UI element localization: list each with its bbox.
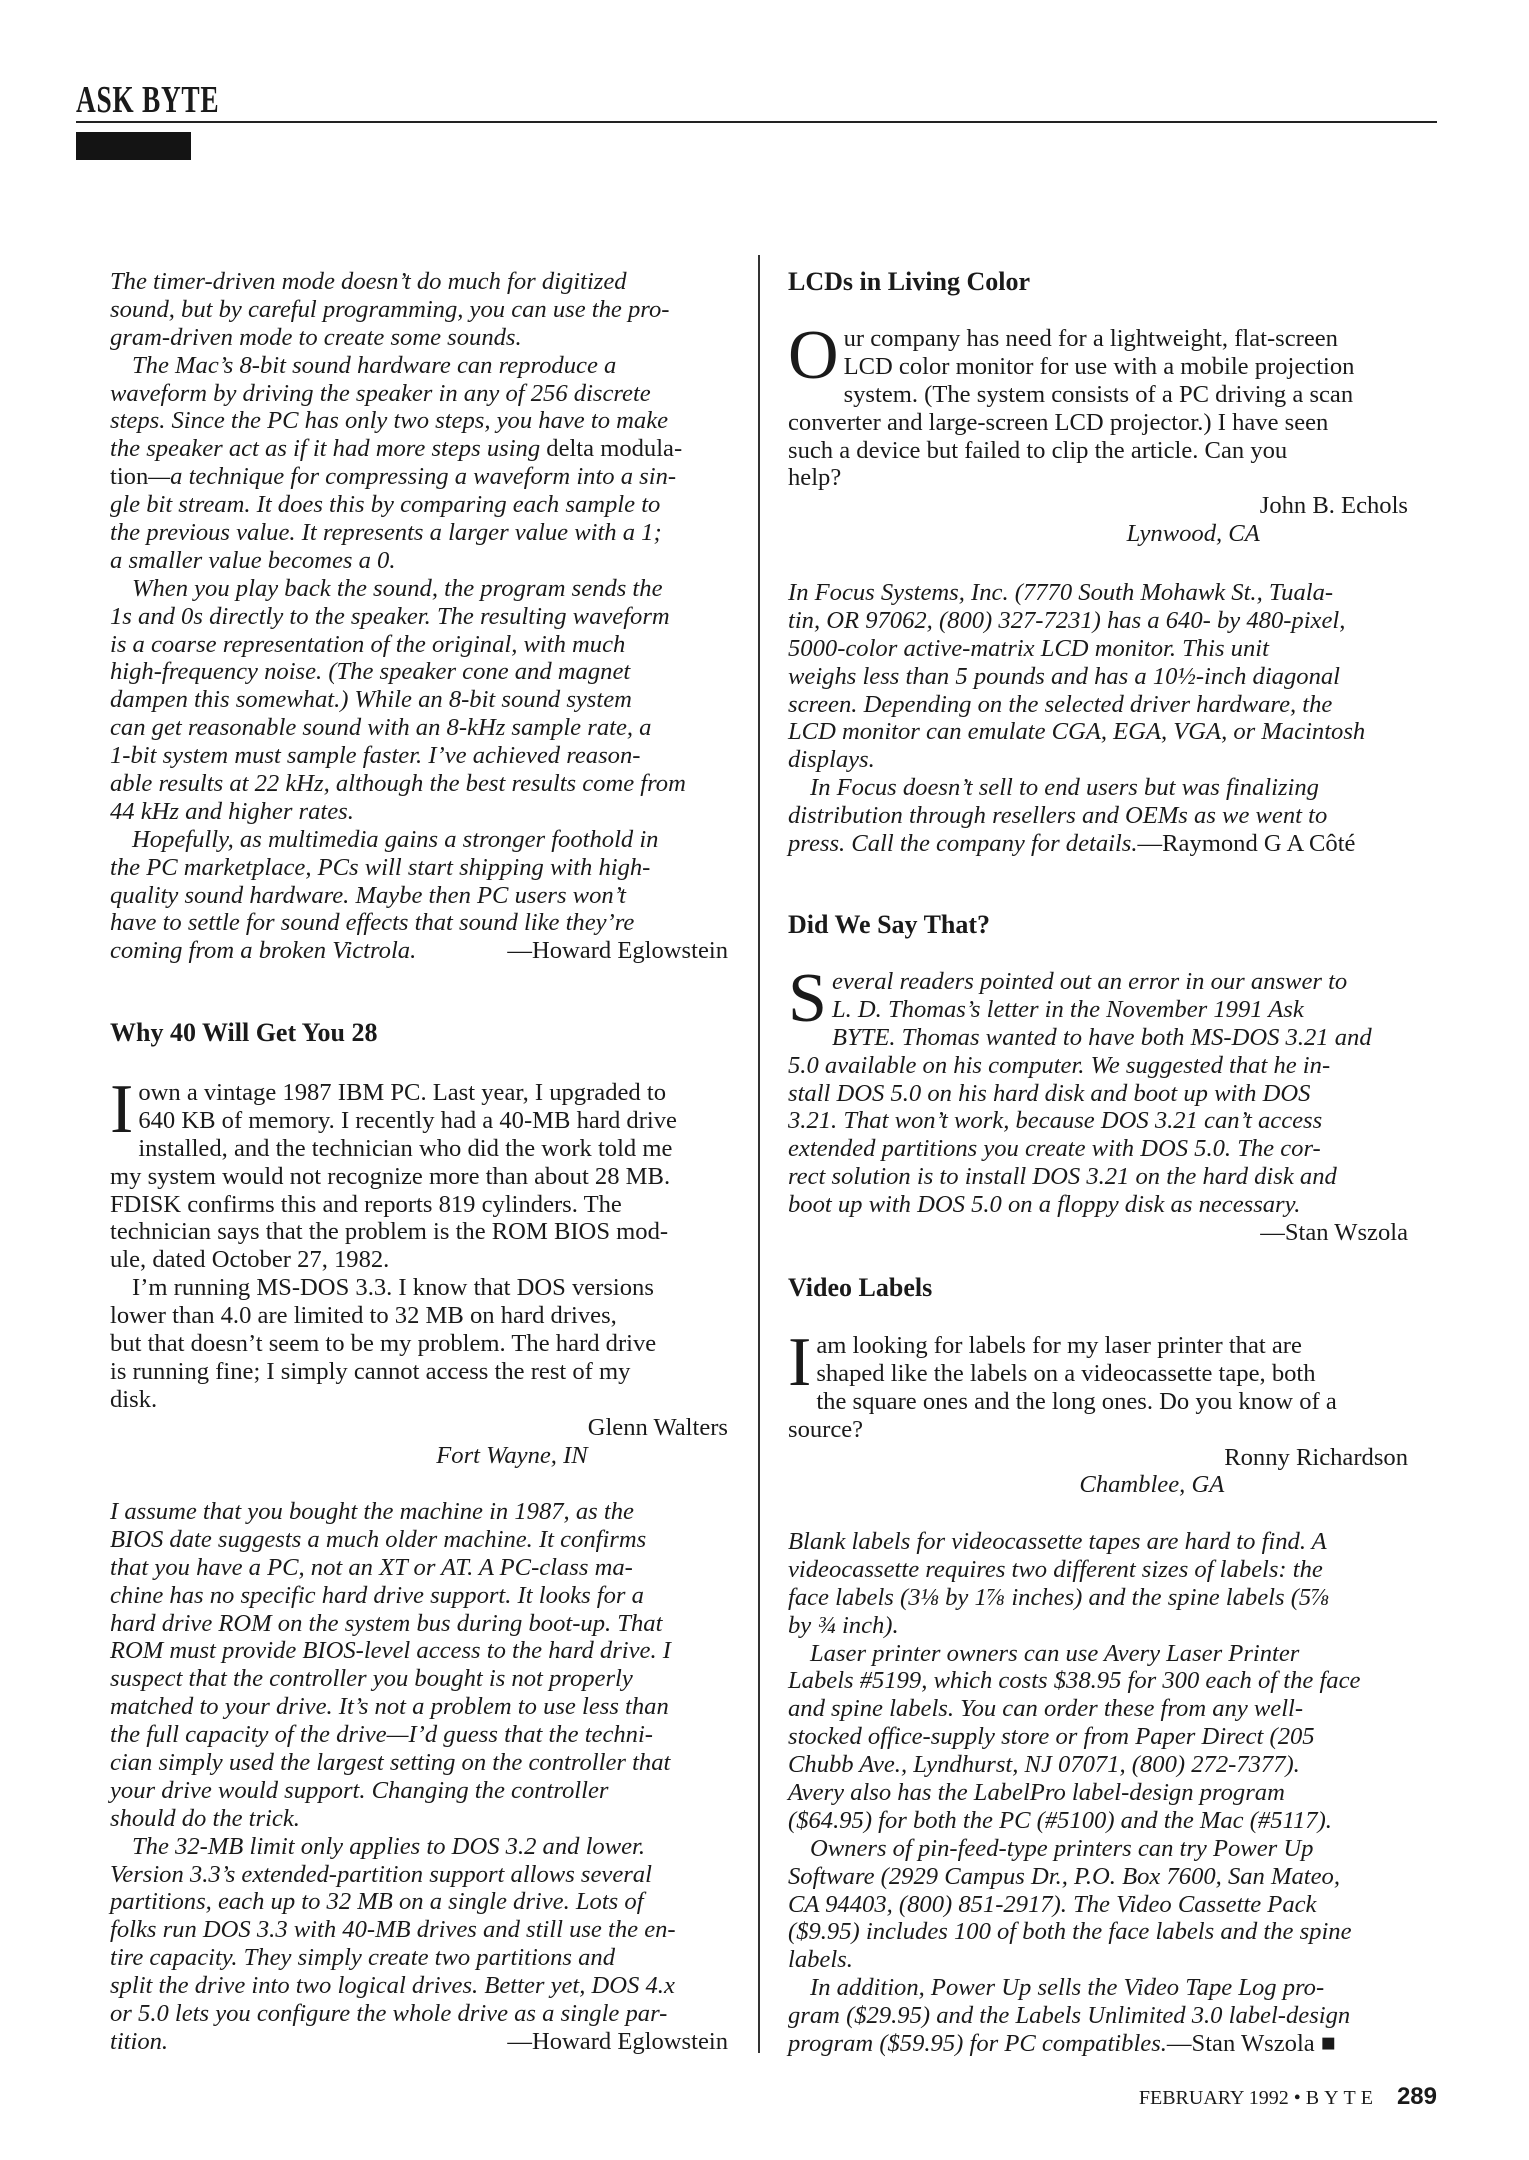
text-line <box>788 1723 1408 1751</box>
line-text: BYTE. Thomas wanted to have both MS-DOS 3.21 and <box>831 1023 1372 1051</box>
line-text: split the drive into two logical drives. Better yet, DOS 4.x <box>110 1972 675 2000</box>
line-text: the previous value. It represents a larger value with a 1; <box>110 519 662 547</box>
line-text: dampen this somewhat.) While an 8-bit sound system <box>110 686 632 714</box>
text-line <box>110 742 728 770</box>
line-text: tin, OR 97062, (800) 327-7231) has a 640- by 480-pixel, <box>788 606 1346 634</box>
video-labels-answer <box>788 1528 1408 2058</box>
column-divider <box>758 255 760 2053</box>
text-line <box>110 1358 728 1386</box>
drop-cap: I <box>788 1324 812 1401</box>
line-text: L. D. Thomas’s letter in the November 1991 Ask <box>831 995 1304 1023</box>
text-line <box>110 1442 728 1470</box>
text-line <box>788 718 1408 746</box>
line-text: converter and large-screen LCD projector.) I have seen <box>788 408 1329 436</box>
line-text: screen. Depending on the selected driver hardware, the <box>788 690 1333 718</box>
text-line <box>788 2002 1408 2030</box>
line-text: displays. <box>788 746 875 774</box>
line-text: such a device but failed to clip the article. Can you <box>788 436 1288 464</box>
line-text: the PC marketplace, PCs will start shipping with high- <box>110 853 651 881</box>
text-line <box>110 1414 728 1442</box>
line-text: coming from a broken Victrola. <box>110 937 417 965</box>
text-line <box>110 268 728 296</box>
text-line <box>788 996 1408 1024</box>
text-line <box>110 380 728 408</box>
line-text: source? <box>788 1415 864 1443</box>
line-text: everal readers pointed out an error in our answer to <box>831 968 1348 995</box>
line-text: high-frequency noise. (The speaker cone and magnet <box>110 658 631 686</box>
line-text: BIOS date suggests a much older machine. It confirms <box>110 1525 647 1553</box>
line-text: is a coarse representation of the original, with much <box>110 630 626 658</box>
text-line <box>788 802 1408 830</box>
did-we-say-body <box>788 960 1408 1247</box>
signature: Ronny Richardson <box>1224 1443 1408 1471</box>
text-line <box>110 1191 728 1219</box>
line-text: stocked office-supply store or from Paper Direct (205 <box>788 1723 1315 1751</box>
text-line <box>110 1386 728 1414</box>
text-line <box>110 1135 728 1163</box>
text-line <box>110 519 728 547</box>
line-text: steps. Since the PC has only two steps, you have to make <box>110 407 669 435</box>
line-text: 1-bit system must sample faster. I’ve achieved reason- <box>110 742 641 770</box>
text-line <box>110 1944 728 1972</box>
text-line <box>110 435 728 463</box>
line-text: should do the trick. <box>110 1804 300 1832</box>
line-text: help? <box>788 464 842 492</box>
text-line <box>110 1805 728 1833</box>
line-text: 1s and 0s directly to the speaker. The resulting waveform <box>110 602 670 630</box>
line-text: —a technique for compressing a waveform into a sin- <box>148 463 677 491</box>
text-line <box>788 409 1408 437</box>
text-line <box>110 1916 728 1944</box>
line-text: ROM must provide BIOS-level access to the hard drive. I <box>110 1637 671 1665</box>
line-text: installed, and the technician who did the work told me <box>138 1134 673 1162</box>
line-text: 44 kHz and higher rates. <box>110 797 354 825</box>
line-text: matched to your drive. It’s not a problem to use less than <box>110 1693 669 1721</box>
article-heading-why40: Why 40 Will Get You 28 <box>110 1018 378 1047</box>
line-text: gram ($29.95) and the Labels Unlimited 3.0 label-design <box>788 2002 1351 2030</box>
text-line <box>788 830 1408 858</box>
line-text: videocassette requires two different sizes of labels: the <box>788 1555 1323 1583</box>
text-line <box>110 491 728 519</box>
line-text: program ($59.95) for PC compatibles. <box>788 2030 1167 2058</box>
lcds-letter <box>788 317 1408 548</box>
signature: Lynwood, CA <box>1126 520 1260 548</box>
text-line <box>788 1807 1408 1835</box>
line-text: own a vintage 1987 IBM PC. Last year, I upgraded to <box>138 1079 666 1106</box>
footer-issue: FEBRUARY 1992 <box>1138 2087 1289 2109</box>
line-text: tition. <box>110 2027 169 2055</box>
lcds-answer <box>788 579 1408 858</box>
line-text: or 5.0 lets you configure the whole drive as a single par- <box>110 2000 668 2028</box>
line-text: The timer-driven mode doesn’t do much for digitized <box>110 268 627 295</box>
line-text: my system would not recognize more than about 28 MB. <box>110 1162 671 1190</box>
line-text: cian simply used the largest setting on the controller that <box>110 1749 671 1777</box>
line-text: The Mac’s 8-bit sound hardware can reproduce a <box>132 351 617 379</box>
text-line <box>788 1974 1408 2002</box>
why40-answer <box>110 1498 728 2056</box>
text-line <box>788 1779 1408 1807</box>
text-line <box>110 463 728 491</box>
line-text: rect solution is to install DOS 3.21 on the hard disk and <box>788 1163 1337 1191</box>
line-text: am looking for labels for my laser printer that are <box>816 1332 1302 1359</box>
text-line <box>110 1861 728 1889</box>
line-text: lower than 4.0 are limited to 32 MB on hard drives, <box>110 1302 617 1330</box>
text-line <box>788 1107 1408 1135</box>
text-line <box>110 1637 728 1665</box>
text-line <box>788 1416 1408 1444</box>
page-number: 289 <box>1396 2083 1437 2110</box>
line-text: the square ones and the long ones. Do you know of a <box>816 1387 1337 1415</box>
line-text: gle bit stream. It does this by comparing each sample to <box>110 491 661 519</box>
text-line <box>110 714 728 742</box>
text-line <box>110 1610 728 1638</box>
text-line <box>788 1612 1408 1640</box>
text-line <box>110 826 728 854</box>
line-text: Labels #5199, which costs $38.95 for 300 each of the face <box>788 1667 1361 1695</box>
text-line <box>788 1695 1408 1723</box>
footer-magazine: BYTE <box>1305 2087 1378 2109</box>
text-line <box>110 1888 728 1916</box>
line-text: waveform by driving the speaker in any of 256 discrete <box>110 379 651 407</box>
line-text: disk. <box>110 1385 158 1413</box>
text-line <box>788 691 1408 719</box>
text-line <box>788 1471 1408 1499</box>
text-line <box>788 1946 1408 1974</box>
line-text: Owners of pin-feed-type printers can try Power Up <box>810 1834 1314 1862</box>
line-text: Avery also has the LabelPro label-design program <box>788 1779 1285 1807</box>
text-line <box>788 1080 1408 1108</box>
drop-cap: S <box>788 960 827 1037</box>
text-line <box>110 854 728 882</box>
line-text: system. (The system consists of a PC driving a scan <box>843 380 1354 408</box>
line-text: ur company has need for a lightweight, flat-screen <box>843 325 1338 352</box>
text-line <box>110 1526 728 1554</box>
line-text: I assume that you bought the machine in 1987, as the <box>110 1498 634 1525</box>
line-text: stall DOS 5.0 on his hard disk and boot up with DOS <box>788 1079 1311 1107</box>
line-text: Chubb Ave., Lyndhurst, NJ 07071, (800) 272-7377). <box>788 1751 1300 1779</box>
text-line <box>110 2028 728 2056</box>
line-text: ule, dated October 27, 1982. <box>110 1246 390 1274</box>
sound-answer-text <box>110 268 728 965</box>
signature: —Howard Eglowstein <box>507 2027 728 2055</box>
text-line <box>110 937 728 965</box>
text-line <box>788 1556 1408 1584</box>
text-line <box>110 547 728 575</box>
line-text: able results at 22 kHz, although the best results come from <box>110 770 686 798</box>
text-line <box>110 1693 728 1721</box>
line-text: In Focus doesn’t sell to end users but was finalizing <box>810 774 1319 802</box>
text-line <box>788 1360 1408 1388</box>
text-line <box>110 882 728 910</box>
text-line <box>110 1246 728 1274</box>
text-line <box>110 1218 728 1246</box>
text-line <box>110 575 728 603</box>
text-line <box>788 1191 1408 1219</box>
line-text: Version 3.3’s extended-partition support allows several <box>110 1860 652 1888</box>
line-text: 640 KB of memory. I recently had a 40-MB hard drive <box>138 1106 677 1134</box>
line-text: FDISK confirms this and reports 819 cylinders. The <box>110 1190 622 1218</box>
text-line <box>788 2030 1408 2058</box>
text-line <box>788 1163 1408 1191</box>
signature: John B. Echols <box>1259 492 1408 520</box>
text-line <box>788 746 1408 774</box>
line-text: partitions, each up to 32 MB on a single drive. Lots of <box>110 1888 644 1916</box>
text-line <box>788 437 1408 465</box>
line-text: sound, but by careful programming, you can use the pro- <box>110 295 670 323</box>
line-text: 3.21. That won’t work, because DOS 3.21 can’t access <box>788 1107 1323 1135</box>
text-line <box>788 520 1408 548</box>
text-line <box>788 663 1408 691</box>
line-text: chine has no specific hard drive support. It looks for a <box>110 1581 644 1609</box>
article-heading-lcds: LCDs in Living Color <box>788 267 1030 296</box>
line-text: I’m running MS-DOS 3.3. I know that DOS versions <box>132 1274 654 1302</box>
text-line <box>110 1498 728 1526</box>
text-line <box>110 1582 728 1610</box>
line-text: hard drive ROM on the system bus during boot-up. That <box>110 1609 663 1637</box>
line-text: and spine labels. You can order these from any well- <box>788 1695 1304 1723</box>
text-line <box>788 492 1408 520</box>
text-line <box>110 324 728 352</box>
text-line <box>110 1554 728 1582</box>
signature: —Stan Wszola ■ <box>1166 2030 1336 2058</box>
line-text: is running fine; I simply cannot access the rest of my <box>110 1357 631 1385</box>
line-text: your drive would support. Changing the controller <box>110 1776 609 1804</box>
text-line <box>788 774 1408 802</box>
signature: Chamblee, GA <box>1079 1471 1225 1499</box>
text-line <box>110 1330 728 1358</box>
line-text: gram-driven mode to create some sounds. <box>110 323 522 351</box>
line-text: extended partitions you create with DOS 5.0. The cor- <box>788 1135 1321 1163</box>
text-line <box>110 1721 728 1749</box>
header-rule <box>76 121 1437 123</box>
text-line <box>110 2000 728 2028</box>
line-text: In Focus Systems, Inc. (7770 South Mohawk St., Tuala- <box>788 579 1334 606</box>
text-line <box>788 1584 1408 1612</box>
line-text: tire capacity. They simply create two partitions and <box>110 1944 616 1972</box>
text-line <box>110 1302 728 1330</box>
text-line <box>110 407 728 435</box>
text-line <box>788 635 1408 663</box>
line-text: press. Call the company for details. <box>788 830 1138 858</box>
signature: Glenn Walters <box>587 1413 728 1441</box>
signature: Fort Wayne, IN <box>436 1441 588 1469</box>
signature: —Raymond G A Côté <box>1137 830 1356 858</box>
text-line <box>788 1891 1408 1919</box>
text-line <box>788 1135 1408 1163</box>
line-text: folks run DOS 3.3 with 40-MB drives and still use the en- <box>110 1916 676 1944</box>
text-line <box>110 631 728 659</box>
drop-cap: O <box>788 317 839 394</box>
text-line <box>788 579 1408 607</box>
signature: tion <box>110 463 149 491</box>
line-text: have to settle for sound effects that sound like they’re <box>110 909 635 937</box>
signature: delta modula- <box>546 435 683 463</box>
line-text: ($64.95) for both the PC (#5100) and the Mac (#5117). <box>788 1806 1332 1834</box>
text-line <box>788 1219 1408 1247</box>
line-text: distribution through resellers and OEMs as we went to <box>788 802 1328 830</box>
text-line <box>110 352 728 380</box>
line-text: boot up with DOS 5.0 on a floppy disk as necessary. <box>788 1191 1301 1219</box>
line-text: LCD monitor can emulate CGA, EGA, VGA, or Macintosh <box>788 718 1366 746</box>
line-text: 5000-color active-matrix LCD monitor. This unit <box>788 634 1269 662</box>
text-line <box>110 686 728 714</box>
section-tab-marker <box>76 132 191 160</box>
text-line <box>788 1388 1408 1416</box>
text-line <box>788 1640 1408 1668</box>
line-text: technician says that the problem is the ROM BIOS mod- <box>110 1218 669 1246</box>
line-text: Blank labels for videocassette tapes are hard to find. A <box>788 1528 1327 1555</box>
line-text: 5.0 available on his computer. We suggested that he in- <box>788 1051 1331 1079</box>
signature: —Stan Wszola <box>1260 1219 1408 1247</box>
text-line <box>788 464 1408 492</box>
line-text: that you have a PC, not an XT or AT. A PC-class ma- <box>110 1553 633 1581</box>
line-text: face labels (3⅛ by 1⅞ inches) and the spine labels (5⅞ <box>788 1583 1330 1611</box>
drop-cap: I <box>110 1071 134 1148</box>
line-text: the speaker act as if it had more steps using <box>110 435 547 463</box>
why40-letter <box>110 1071 728 1469</box>
text-line <box>788 1918 1408 1946</box>
text-line <box>788 353 1408 381</box>
line-text: can get reasonable sound with an 8-kHz sample rate, a <box>110 714 652 742</box>
line-text: Laser printer owners can use Avery Laser Printer <box>810 1639 1300 1667</box>
text-line <box>110 1163 728 1191</box>
video-labels-letter <box>788 1324 1408 1499</box>
line-text: the full capacity of the drive—I’d guess that the techni- <box>110 1721 653 1749</box>
line-text: Software (2929 Campus Dr., P.O. Box 7600, San Mateo, <box>788 1862 1340 1890</box>
text-line <box>110 1749 728 1777</box>
text-line <box>110 296 728 324</box>
signature: —Howard Eglowstein <box>507 937 728 965</box>
text-line <box>110 658 728 686</box>
text-line <box>110 603 728 631</box>
line-text: LCD color monitor for use with a mobile projection <box>843 352 1355 380</box>
article-heading-video-labels: Video Labels <box>788 1273 933 1302</box>
line-text: When you play back the sound, the program sends the <box>132 574 663 602</box>
text-line <box>110 1972 728 2000</box>
text-line <box>788 1444 1408 1472</box>
line-text: by ¾ inch). <box>788 1611 899 1639</box>
line-text: weighs less than 5 pounds and has a 10½-inch diagonal <box>788 662 1340 690</box>
line-text: CA 94403, (800) 851-2917). The Video Cassette Pack <box>788 1890 1317 1918</box>
line-text: labels. <box>788 1946 853 1974</box>
line-text: suspect that the controller you bought is not properly <box>110 1665 633 1693</box>
line-text: The 32-MB limit only applies to DOS 3.2 and lower. <box>132 1832 646 1860</box>
text-line <box>788 1667 1408 1695</box>
text-line <box>788 1024 1408 1052</box>
text-line <box>788 1751 1408 1779</box>
text-line <box>110 1665 728 1693</box>
article-heading-did-we-say: Did We Say That? <box>788 910 991 939</box>
text-line <box>110 770 728 798</box>
text-line <box>788 1052 1408 1080</box>
line-text: In addition, Power Up sells the Video Tape Log pro- <box>810 1974 1325 2002</box>
text-line <box>110 1833 728 1861</box>
line-text: shaped like the labels on a videocassette tape, both <box>816 1359 1316 1387</box>
text-line <box>788 1528 1408 1556</box>
page-footer <box>1139 2082 1437 2113</box>
text-line <box>788 1863 1408 1891</box>
text-line <box>110 1274 728 1302</box>
footer-separator: • <box>1293 2087 1301 2109</box>
line-text: but that doesn’t seem to be my problem. The hard drive <box>110 1330 657 1358</box>
text-line <box>788 607 1408 635</box>
text-line <box>788 1835 1408 1863</box>
text-line <box>110 1777 728 1805</box>
text-line <box>110 1107 728 1135</box>
section-title: ASK BYTE <box>76 79 220 121</box>
line-text: a smaller value becomes a 0. <box>110 546 396 574</box>
text-line <box>110 798 728 826</box>
text-line <box>788 381 1408 409</box>
text-line <box>110 909 728 937</box>
line-text: quality sound hardware. Maybe then PC users won’t <box>110 881 626 909</box>
line-text: ($9.95) includes 100 of both the face labels and the spine <box>788 1918 1352 1946</box>
line-text: Hopefully, as multimedia gains a stronger foothold in <box>132 825 659 853</box>
